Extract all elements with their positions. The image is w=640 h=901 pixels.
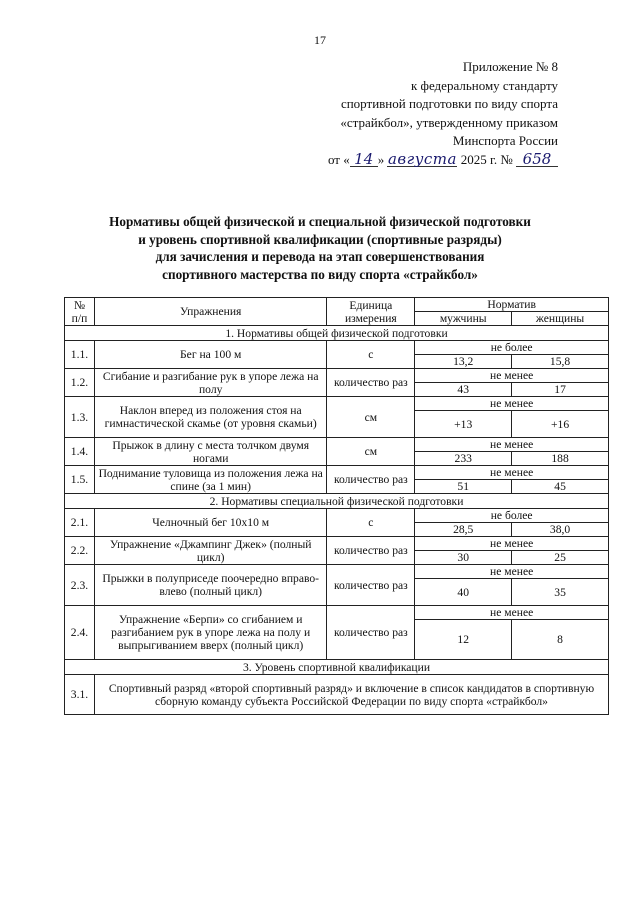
order-date-line: [328, 151, 558, 170]
row-num: 1.5.: [65, 466, 95, 494]
row-female: 15,8: [512, 355, 609, 369]
date-mid: »: [377, 151, 385, 167]
row-female: 25: [512, 551, 609, 565]
row-male: 43: [415, 383, 512, 397]
date-year: 2025 г. №: [460, 151, 513, 167]
row-male: 13,2: [415, 355, 512, 369]
row-exercise: Наклон вперед из положения стоя на гимнастической скамье (от уровня скамьи): [94, 397, 326, 438]
page-number: 17: [314, 33, 326, 47]
row-num: 1.3.: [65, 397, 95, 438]
header-exercise: Упражнения: [94, 298, 326, 326]
appendix-line-4: «страйкбол», утвержденному приказом: [340, 114, 558, 130]
qualification-text: Спортивный разряд «второй спортивный разряд» и включение в список кандидатов в спортивную сборную команду субъекта Российской Федерации по виду спорта «страйкбол»: [94, 675, 608, 715]
section-3-heading: 3. Уровень спортивной квалификации: [65, 660, 609, 675]
row-condition: не менее: [415, 438, 609, 452]
row-exercise: Прыжки в полуприседе поочередно вправо-влево (полный цикл): [94, 565, 326, 606]
row-male: 40: [415, 579, 512, 606]
header-male: мужчины: [415, 312, 512, 326]
row-num: 2.2.: [65, 537, 95, 565]
row-condition: не менее: [415, 537, 609, 551]
row-condition: не менее: [415, 369, 609, 383]
row-num: 2.3.: [65, 565, 95, 606]
row-exercise: Упражнение «Берпи» со сгибанием и разгибанием рук в упоре лежа на полу и выпрыгиванием вверх (полный цикл): [94, 606, 326, 660]
appendix-line-3: спортивной подготовки по виду спорта: [340, 96, 558, 111]
row-female: 35: [512, 579, 609, 606]
handwritten-day: 14: [350, 152, 378, 167]
date-prefix: от «: [327, 151, 350, 167]
row-female: +16: [512, 411, 609, 438]
appendix-line-2: к федеральному стандарту: [410, 77, 558, 93]
section-2-heading: 2. Нормативы специальной физической подготовки: [65, 494, 609, 509]
row-female: 45: [512, 480, 609, 494]
row-exercise: Бег на 100 м: [94, 341, 326, 369]
row-male: +13: [415, 411, 512, 438]
row-male: 233: [415, 452, 512, 466]
row-num: 2.1.: [65, 509, 95, 537]
row-condition: не менее: [415, 606, 609, 620]
row-unit: количество раз: [327, 565, 415, 606]
row-unit: см: [327, 397, 415, 438]
row-female: 188: [512, 452, 609, 466]
row-condition: не менее: [415, 466, 609, 480]
row-unit: см: [327, 438, 415, 466]
row-num: 1.2.: [65, 369, 95, 397]
row-num: 2.4.: [65, 606, 95, 660]
appendix-block: [328, 58, 558, 169]
row-exercise: Поднимание туловища из положения лежа на спине (за 1 мин): [94, 466, 326, 494]
row-unit: с: [327, 341, 415, 369]
section-1-heading: 1. Нормативы общей физической подготовки: [65, 326, 609, 341]
row-exercise: Прыжок в длину с места толчком двумя ногами: [94, 438, 326, 466]
row-female: 8: [512, 620, 609, 660]
title-line-4: спортивного мастерства по виду спорта «страйкбол»: [162, 266, 478, 282]
header-norm: Норматив: [415, 298, 609, 312]
qualification-num: 3.1.: [65, 675, 95, 715]
title-line-2: и уровень спортивной квалификации (спортивные разряды): [138, 231, 502, 247]
row-condition: не менее: [415, 565, 609, 579]
document-title: [60, 213, 580, 283]
row-female: 17: [512, 383, 609, 397]
row-unit: количество раз: [327, 537, 415, 565]
row-condition: не более: [415, 341, 609, 355]
header-female: женщины: [512, 312, 609, 326]
row-condition: не менее: [415, 397, 609, 411]
row-exercise: Челночный бег 10х10 м: [94, 509, 326, 537]
row-unit: количество раз: [327, 466, 415, 494]
row-male: 51: [415, 480, 512, 494]
title-line-3: для зачисления и перевода на этап совершенствования: [155, 249, 485, 264]
row-exercise: Сгибание и разгибание рук в упоре лежа на полу: [94, 369, 326, 397]
handwritten-month: августа: [387, 149, 457, 168]
row-unit: количество раз: [327, 369, 415, 397]
row-female: 38,0: [512, 523, 609, 537]
norms-table: [64, 297, 609, 715]
row-male: 28,5: [415, 523, 512, 537]
handwritten-order-number: 658: [516, 152, 558, 167]
row-exercise: Упражнение «Джампинг Джек» (полный цикл): [94, 537, 326, 565]
row-num: 1.1.: [65, 341, 95, 369]
row-male: 12: [415, 620, 512, 660]
header-num: № п/п: [65, 298, 95, 326]
row-unit: с: [327, 509, 415, 537]
row-condition: не более: [415, 509, 609, 523]
row-unit: количество раз: [327, 606, 415, 660]
appendix-line-5: Минспорта России: [452, 133, 558, 148]
title-line-1: Нормативы общей физической и специальной физической подготовки: [109, 214, 531, 229]
row-male: 30: [415, 551, 512, 565]
appendix-line-1: Приложение № 8: [462, 59, 558, 74]
header-unit: Единица измерения: [327, 298, 415, 326]
row-num: 1.4.: [65, 438, 95, 466]
